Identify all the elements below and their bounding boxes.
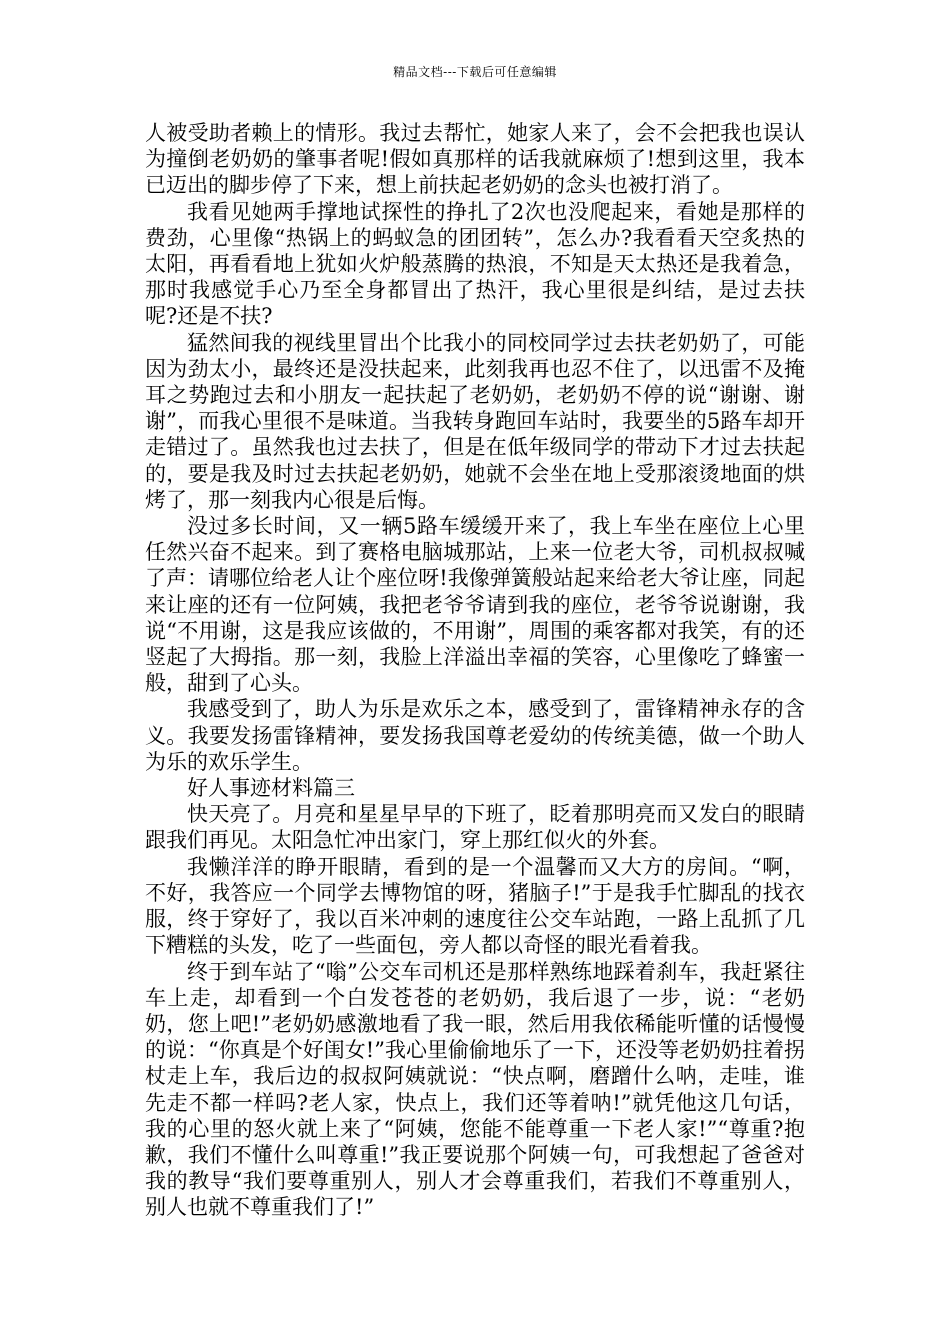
section-heading: 好人事迹材料篇三 xyxy=(187,776,355,801)
paragraph: 没过多长时间，又一辆5路车缓缓开来了，我上车坐在座位上心里任然兴奋不起来。到了赛格电脑城那站，上来一位老大爷，司机叔叔喊了声：请哪位给老人让个座位呀!我像弹簧般站起来给老大爷让座，同起来让座的还有一位阿姨，我把老爷爷请到我的座位，老爷爷说谢谢，我说“不用谢，这是我应该做的，不用谢”，周围的乘客都对我笑，有的还竖起了大拇指。那一刻，我脸上洋溢出幸福的笑容，心里像吃了蜂蜜一般，甜到了心头。 xyxy=(145,514,805,696)
paragraph: 我懒洋洋的睁开眼睛，看到的是一个温馨而又大方的房间。“啊，不好，我答应一个同学去博物馆的呀，猪脑子!”于是我手忙脚乱的找衣服，终于穿好了，我以百米冲刺的速度往公交车站跑，一路上乱抓了几下糟糕的头发，吃了一些面包，旁人都以奇怪的眼光看着我。 xyxy=(145,854,805,958)
paragraph: 快天亮了。月亮和星星早早的下班了，眨着那明亮而又发白的眼睛跟我们再见。太阳急忙冲出家门，穿上那红似火的外套。 xyxy=(145,802,805,853)
paragraph: 终于到车站了“嗡”公交车司机还是那样熟练地踩着刹车，我赶紧往车上走，却看到一个白发苍苍的老奶奶，我后退了一步，说：“老奶奶，您上吧!”老奶奶感激地看了我一眼，然后用我依稀能听懂的话慢慢的说：“你真是个好闺女!”我心里偷偷地乐了一下，还没等老奶奶拄着拐杖走上车，我后边的叔叔阿姨就说：“快点啊，磨蹭什么呐，走哇，谁先走不都一样吗?老人家，快点上，我们还等着呐!”就凭他这几句话，我的心里的怒火就上来了“阿姨，您能不能尊重一下老人家!”“尊重?抱歉，我们不懂什么叫尊重!”我正要说那个阿姨一句，可我想起了爸爸对我的教导“我们要尊重别人，别人才会尊重我们，若我们不尊重别人，别人也就不尊重我们了!” xyxy=(145,959,805,1220)
paragraph: 猛然间我的视线里冒出个比我小的同校同学过去扶老奶奶了，可能因为劲太小，最终还是没扶起来，此刻我再也忍不住了，以迅雷不及掩耳之势跑过去和小朋友一起扶起了老奶奶，老奶奶不停的说“谢谢、谢谢”，而我心里很不是味道。当我转身跑回车站时，我要坐的5路车却开走错过了。虽然我也过去扶了，但是在低年级同学的带动下才过去扶起的，要是我及时过去扶起老奶奶，她就不会坐在地上受那滚烫地面的烘烤了，那一刻我内心很是后悔。 xyxy=(145,330,805,512)
page-header: 精品文档---下载后可任意编辑 xyxy=(393,65,557,79)
document-body xyxy=(145,120,805,1221)
paragraph: 我感受到了，助人为乐是欢乐之本，感受到了，雷锋精神永存的含义。我要发扬雷锋精神，要发扬我国尊老爱幼的传统美德，做一个助人为乐的欢乐学生。 xyxy=(145,697,805,774)
paragraph: 我看见她两手撑地试探性的挣扎了2次也没爬起来，看她是那样的费劲，心里像“热锅上的蚂蚁急的团团转”，怎么办?我看看天空炙热的太阳，再看看地上犹如火炉般蒸腾的热浪，不知是天太热还是我着急，那时我感觉手心乃至全身都冒出了热汗，我心里很是纠结，是过去扶呢?还是不扶? xyxy=(145,199,805,329)
paragraph-continuation: 人被受助者赖上的情形。我过去帮忙，她家人来了，会不会把我也误认为撞倒老奶奶的肇事者呢!假如真那样的话我就麻烦了!想到这里，我本已迈出的脚步停了下来，想上前扶起老奶奶的念头也被打消了。 xyxy=(145,121,805,198)
